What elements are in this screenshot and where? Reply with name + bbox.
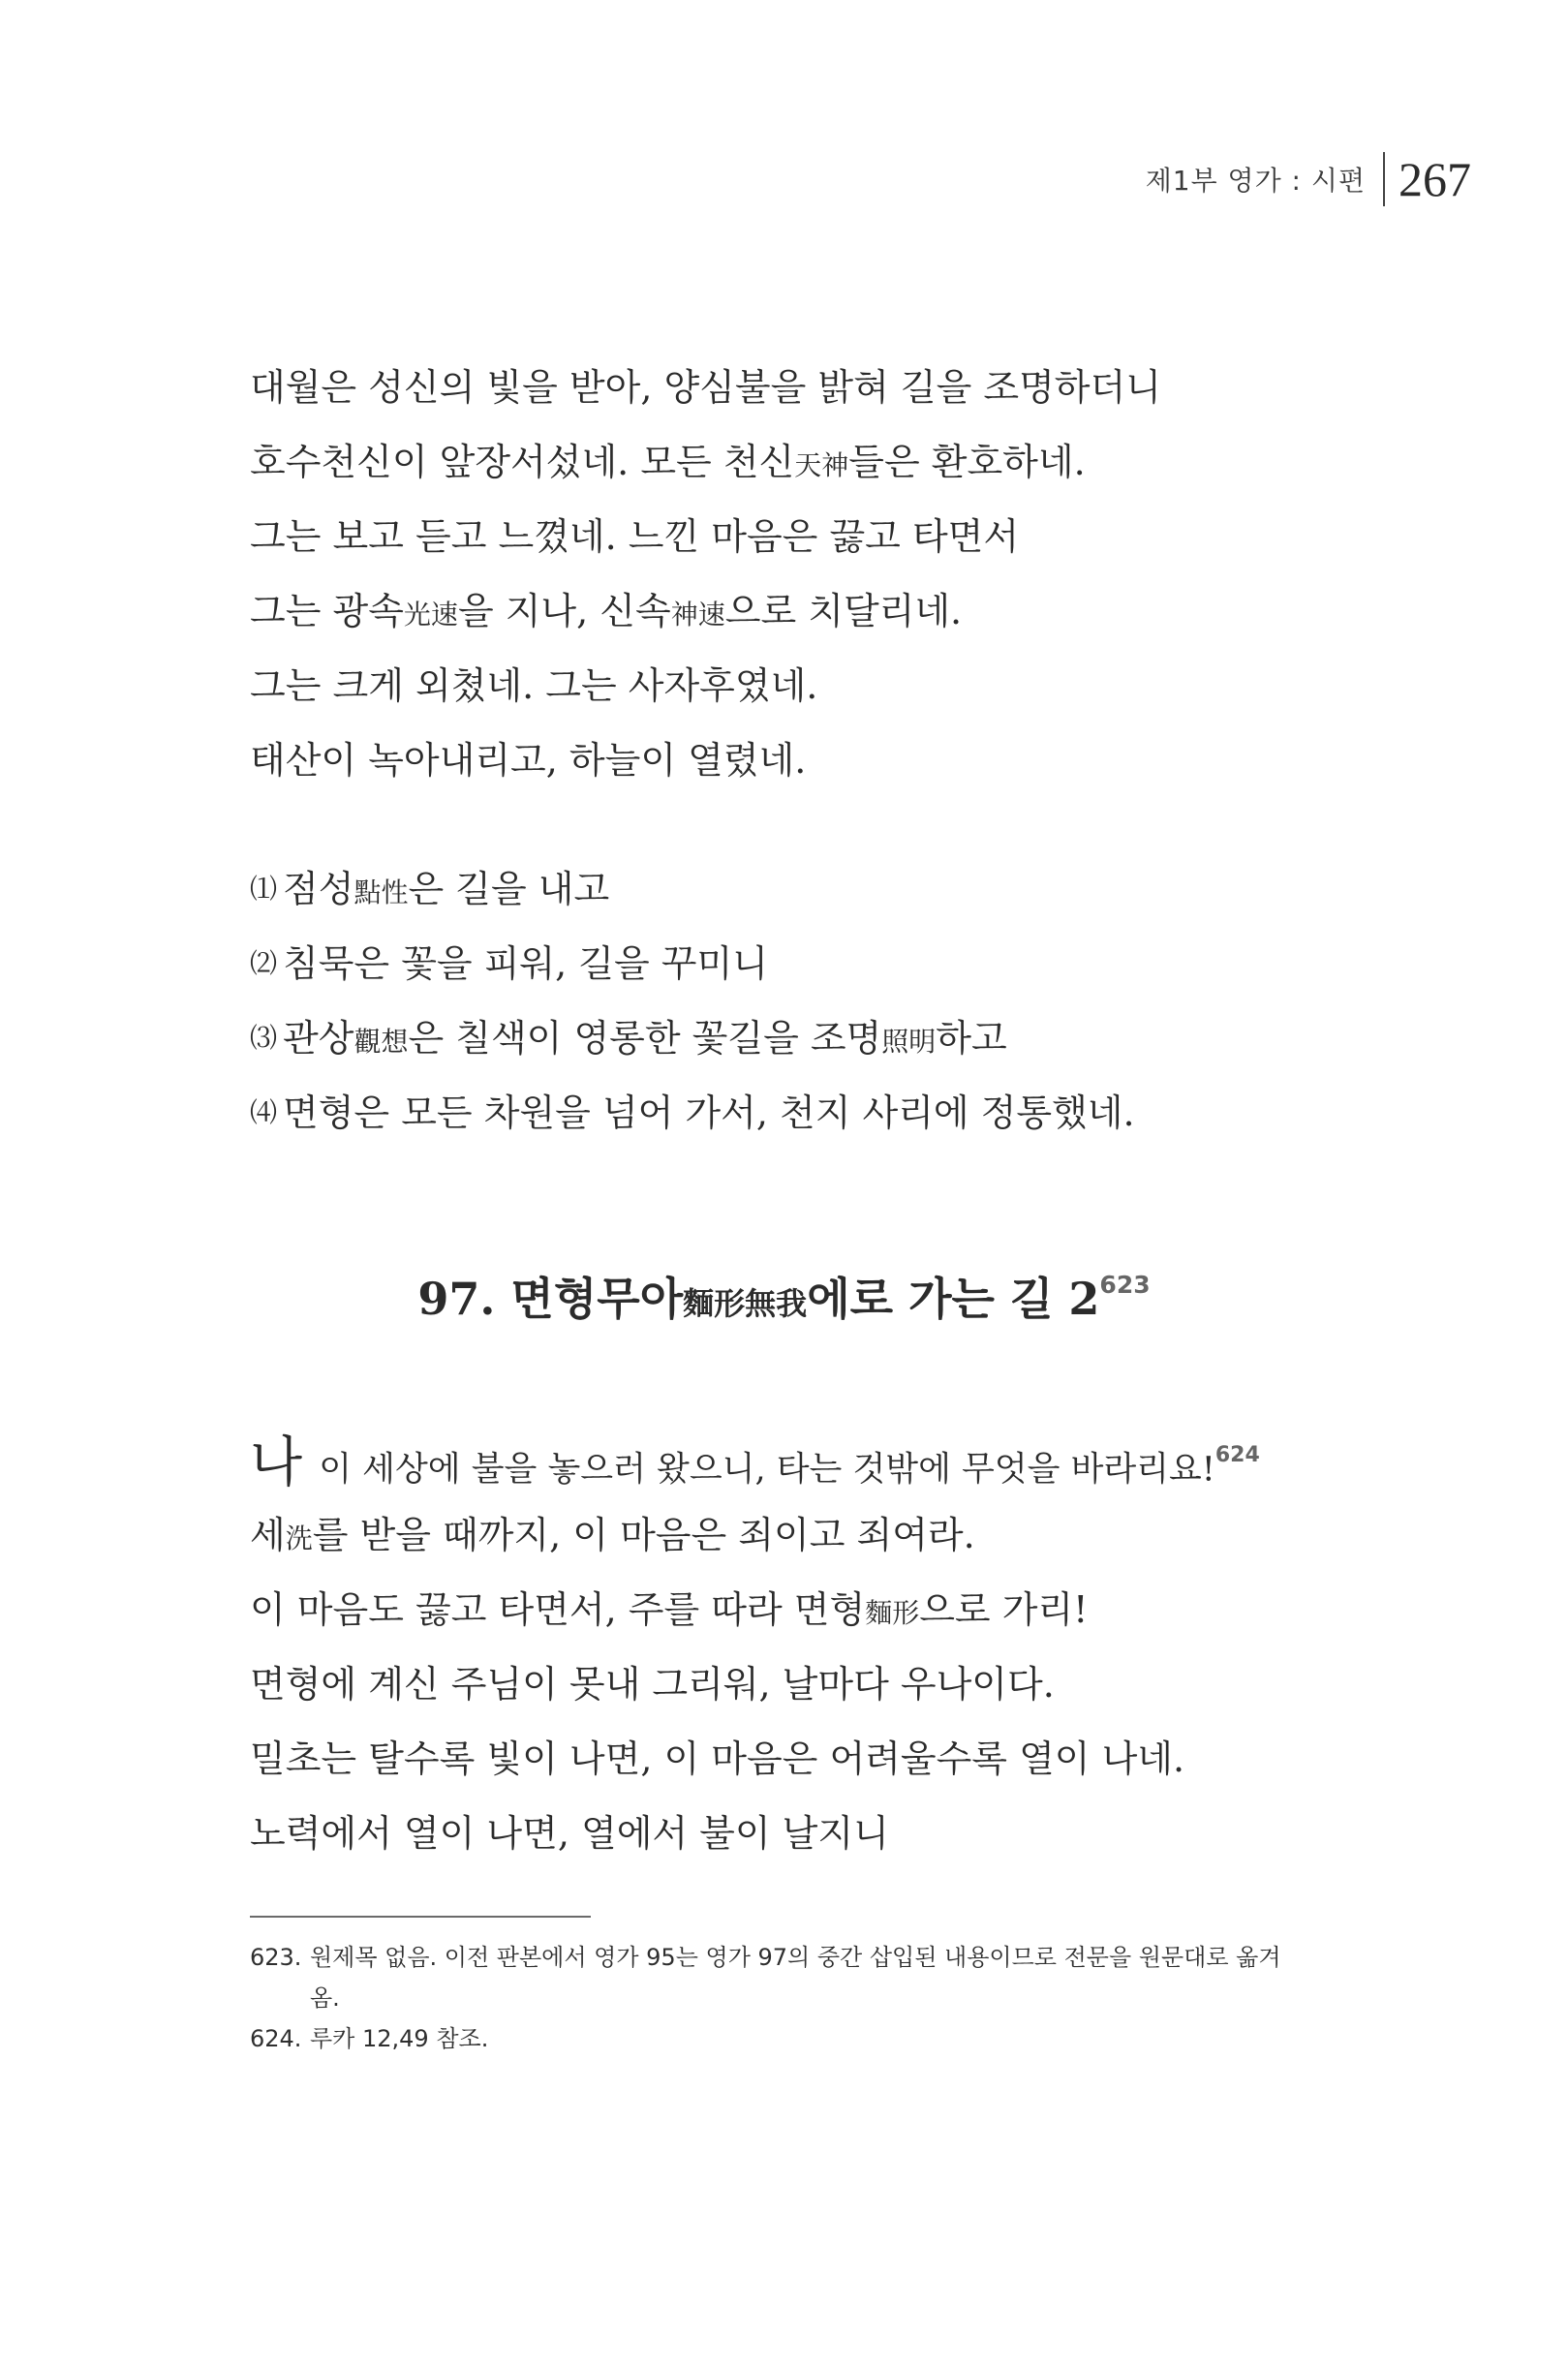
poem-line	[250, 852, 1135, 927]
line-text: 은 길을 내고	[408, 868, 610, 910]
footnote-divider	[250, 1916, 591, 1918]
list-marker: ⑵	[250, 947, 278, 979]
footnote-623	[250, 1937, 1315, 2018]
footnote-624	[250, 2018, 1315, 2059]
list-marker: ⑶	[250, 1022, 278, 1054]
hanja-gloss: 洗	[285, 1522, 313, 1554]
line-text: 을 지나, 신속	[457, 590, 671, 632]
list-marker: ⑷	[250, 1096, 278, 1128]
poem-line	[250, 425, 1161, 500]
line-text: 들은 환호하네.	[848, 441, 1086, 483]
line-text: 태산이 녹아내리고, 하늘이 열렸네.	[250, 739, 807, 782]
hanja-gloss: 照明	[881, 1026, 937, 1058]
line-text: 밀초는 탈수록 빛이 나면, 이 마음은 어려울수록 열이 나네.	[250, 1738, 1185, 1780]
line-text: 면형은 모든 차원을 넘어 가서, 천지 사리에 정통했네.	[283, 1092, 1135, 1134]
poem-title-main: 97. 면형무아	[417, 1273, 684, 1325]
hanja-gloss: 神速	[670, 599, 725, 630]
footnote-text: 루카 12,49 참조.	[310, 2025, 489, 2052]
line-text: 대월은 성신의 빛을 받아, 양심불을 밝혀 길을 조명하더니	[250, 366, 1161, 409]
hanja-gloss: 觀想	[354, 1026, 409, 1058]
poem-line	[250, 1076, 1135, 1151]
stanza-2-numbered-list	[250, 852, 1135, 1151]
running-head-divider	[1383, 152, 1385, 206]
line-text: 이 마음도 끓고 타면서, 주를 따라 면형	[250, 1588, 866, 1631]
poem-line	[250, 1573, 1260, 1647]
line-text: 으로 가리!	[919, 1588, 1089, 1631]
poem-line	[250, 649, 1161, 723]
running-head	[1146, 145, 1471, 213]
poem-line	[250, 927, 1135, 1001]
poem-title-rest: 에로 가는 길 2	[807, 1273, 1100, 1325]
line-text: 를 받을 때까지, 이 마음은 죄이고 죄여라.	[312, 1514, 975, 1556]
poem-body	[250, 1424, 1260, 1871]
footnote-text: 원제목 없음. 이전 판본에서 영가 95는 영가 97의 중간 삽입된 내용이므로 전문을 원문대로 옮겨 옴.	[310, 1944, 1281, 2012]
poem-line	[250, 723, 1161, 798]
running-head-section: 제1부 영가 : 시편	[1145, 165, 1366, 197]
poem-line	[250, 1001, 1135, 1076]
hanja-gloss: 光速	[403, 599, 458, 630]
poem-title-hanja: 麵形無我	[683, 1285, 808, 1322]
footnote-ref-624[interactable]: 624	[1214, 1443, 1260, 1467]
hanja-gloss: 點性	[354, 876, 409, 908]
footnotes	[250, 1937, 1315, 2059]
poem-first-line	[250, 1424, 1260, 1498]
line-text: 그는 보고 듣고 느꼈네. 느낀 마음은 끓고 타면서	[250, 515, 1020, 558]
line-text: 세	[250, 1514, 286, 1556]
line-text: 관상	[283, 1017, 354, 1060]
line-text: 으로 치달리네.	[724, 590, 963, 632]
line-text: 은 칠색이 영롱한 꽃길을 조명	[408, 1017, 882, 1060]
line-text: 그는 크게 외쳤네. 그는 사자후였네.	[250, 664, 818, 707]
poem-line	[250, 1722, 1260, 1797]
line-text: 침묵은 꽃을 피워, 길을 꾸미니	[283, 942, 768, 985]
line-text: 호수천신이 앞장서섰네. 모든 천신	[250, 441, 795, 483]
footnote-ref-623[interactable]: 623	[1099, 1270, 1151, 1299]
poem-line	[250, 500, 1161, 574]
poem-line	[250, 574, 1161, 649]
poem-line	[250, 1498, 1260, 1573]
poem-line	[250, 1647, 1260, 1722]
drop-initial: 나	[250, 1430, 303, 1494]
poem-line	[250, 1797, 1260, 1871]
list-marker: ⑴	[250, 873, 278, 905]
poem-first-line-text: 이 세상에 불을 놓으러 왔으니, 타는 것밖에 무엇을 바라리요!	[308, 1450, 1215, 1490]
hanja-gloss: 麵形	[865, 1597, 920, 1629]
poem-lines	[250, 1498, 1260, 1871]
hanja-gloss: 天神	[794, 449, 849, 481]
line-text: 점성	[283, 868, 354, 910]
poem-title	[0, 1264, 1568, 1328]
footnote-number: 623.	[250, 1944, 302, 1971]
line-text: 그는 광속	[250, 590, 404, 632]
line-text: 면형에 계신 주님이 못내 그리워, 날마다 우나이다.	[250, 1663, 1055, 1706]
line-text: 하고	[936, 1017, 1007, 1060]
poem-line	[250, 351, 1161, 425]
stanza-1	[250, 351, 1161, 798]
footnote-number: 624.	[250, 2025, 302, 2052]
page-number: 267	[1399, 152, 1471, 206]
line-text: 노력에서 열이 나면, 열에서 불이 날지니	[250, 1812, 889, 1855]
